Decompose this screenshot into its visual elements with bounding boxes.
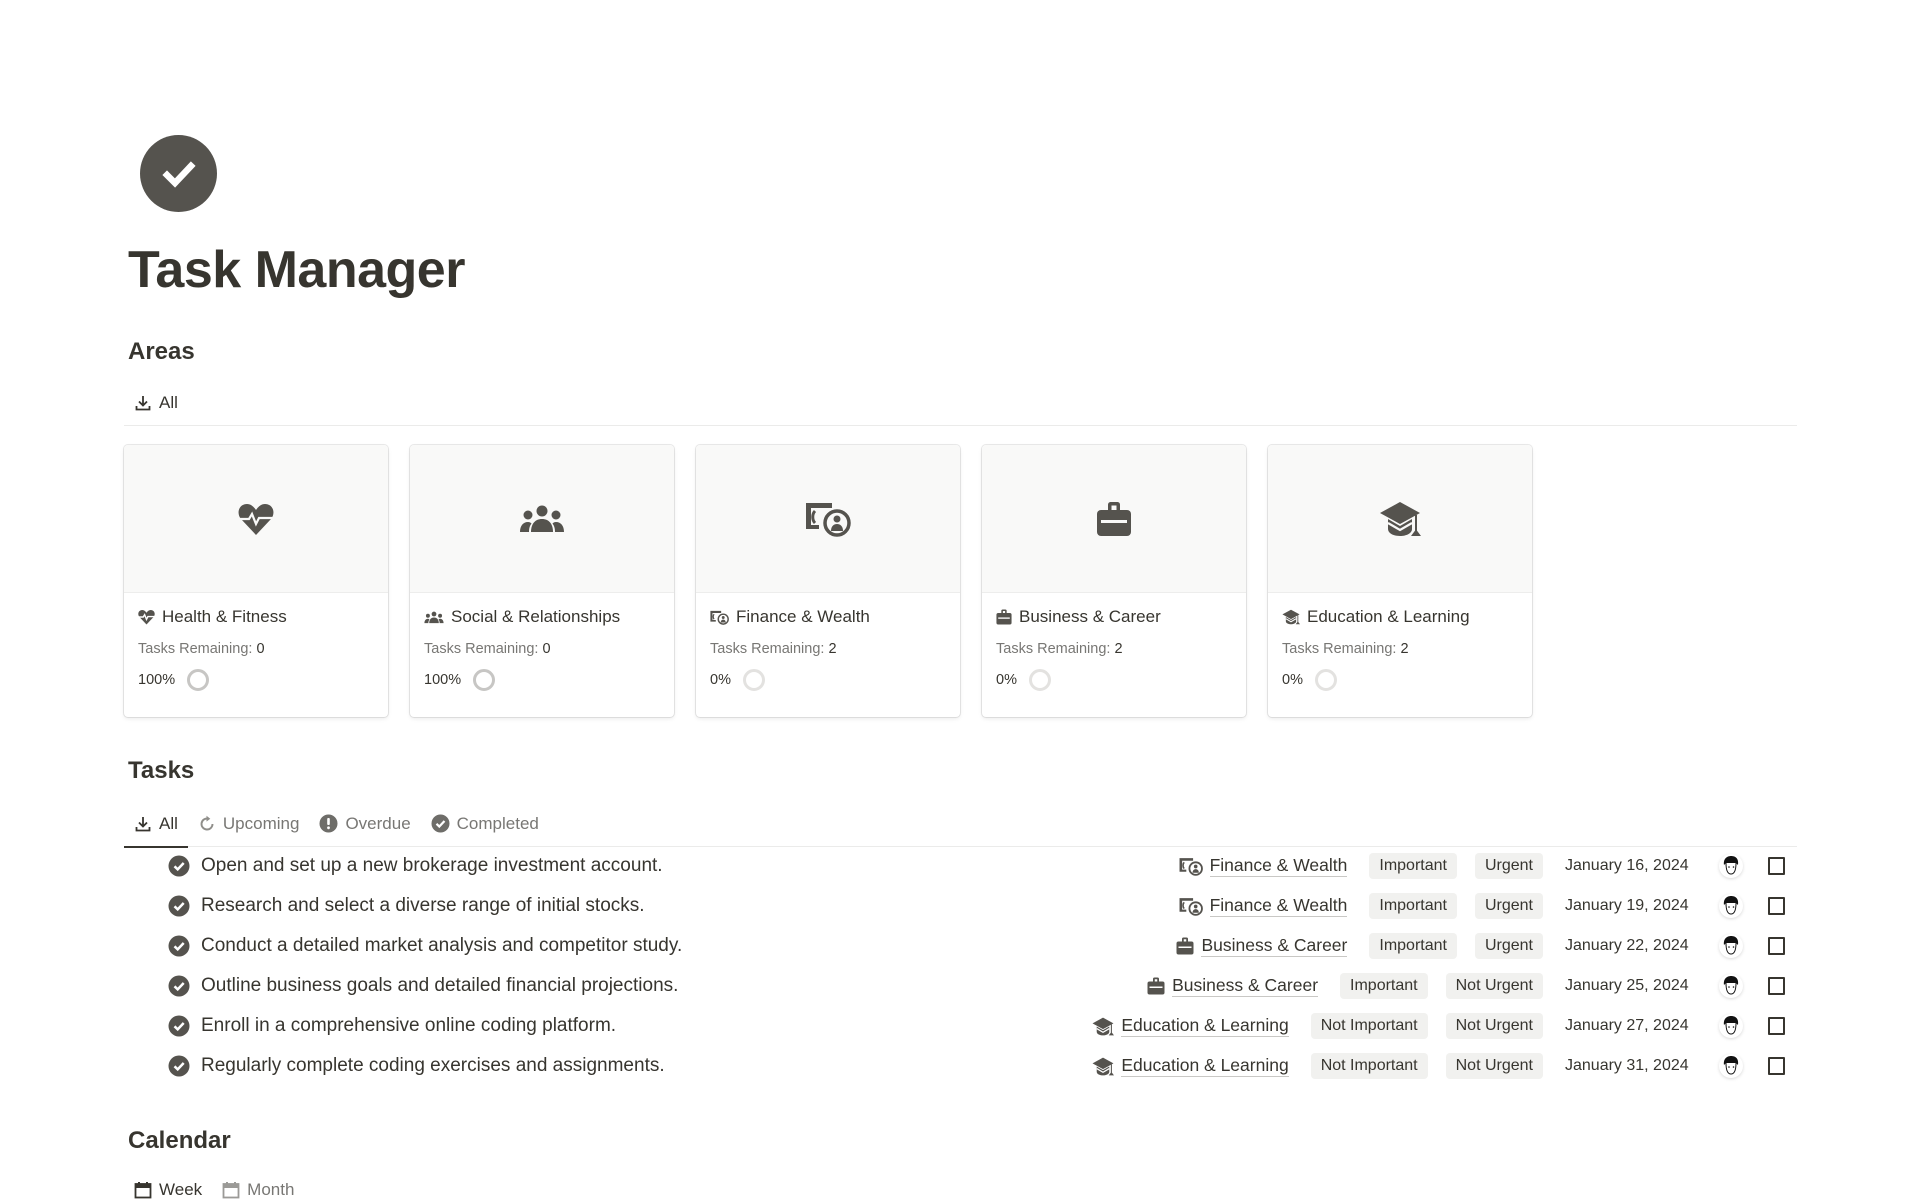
importance-tag: Not Important xyxy=(1311,1053,1428,1079)
task-area-link[interactable] xyxy=(1092,1055,1288,1077)
task-date: January 22, 2024 xyxy=(1565,937,1689,954)
calendar-view-tabs xyxy=(124,1170,304,1199)
areas-tab-all[interactable] xyxy=(124,380,188,426)
tasks-remaining-value: 2 xyxy=(828,641,837,657)
check-circle-icon xyxy=(168,1055,190,1077)
area-card-title: Education & Learning xyxy=(1307,607,1470,626)
graduation-cap-icon xyxy=(1379,501,1421,537)
money-icon xyxy=(805,501,851,537)
urgency-tag: Not Urgent xyxy=(1446,1013,1543,1039)
urgency-tag: Urgent xyxy=(1475,893,1543,919)
card-cover xyxy=(982,445,1246,593)
card-cover xyxy=(696,445,960,593)
area-cards xyxy=(124,445,1532,717)
money-icon xyxy=(1179,857,1203,876)
task-name[interactable]: Outline business goals and detailed financial projections. xyxy=(201,975,679,996)
people-group-icon xyxy=(424,611,444,624)
tasks-tab-overdue[interactable] xyxy=(309,801,420,847)
calendar-icon xyxy=(134,1181,152,1199)
task-area-label: Business & Career xyxy=(1201,935,1348,955)
avatar[interactable] xyxy=(1719,894,1743,918)
tasks-tab-upcoming[interactable] xyxy=(188,801,310,847)
graduation-cap-icon xyxy=(1092,1017,1114,1036)
task-area-label: Education & Learning xyxy=(1121,1015,1289,1035)
importance-tag: Important xyxy=(1369,853,1457,879)
task-done-checkbox[interactable] xyxy=(1768,1057,1785,1075)
progress-ring-icon xyxy=(1315,669,1337,691)
graduation-cap-icon xyxy=(1092,1057,1114,1076)
area-card-title: Health & Fitness xyxy=(162,607,287,626)
progress-percent: 100% xyxy=(424,672,462,688)
areas-view-tabs xyxy=(124,380,1797,426)
importance-tag: Not Important xyxy=(1311,1013,1428,1039)
tasks-tab-completed[interactable] xyxy=(421,801,549,847)
heart-pulse-icon xyxy=(238,502,274,536)
task-area-label: Finance & Wealth xyxy=(1209,895,1348,915)
calendar-tab-month[interactable] xyxy=(212,1167,304,1199)
progress-percent: 0% xyxy=(710,672,731,688)
tasks-remaining-value: 2 xyxy=(1114,641,1123,657)
progress-percent: 0% xyxy=(996,672,1017,688)
card-cover xyxy=(410,445,674,593)
tasks-tab-all[interactable] xyxy=(124,801,188,847)
progress-ring-icon xyxy=(187,669,209,691)
briefcase-icon xyxy=(1096,501,1132,537)
tasks-remaining-label: Tasks Remaining: xyxy=(1282,641,1397,657)
heart-pulse-icon xyxy=(138,609,155,625)
task-row[interactable] xyxy=(124,966,1797,1006)
task-list xyxy=(124,846,1797,1086)
task-name[interactable]: Enroll in a comprehensive online coding platform. xyxy=(201,1015,617,1036)
task-area-label: Finance & Wealth xyxy=(1209,855,1348,875)
money-icon xyxy=(1179,897,1203,916)
urgency-tag: Not Urgent xyxy=(1446,1053,1543,1079)
area-card-title: Social & Relationships xyxy=(451,607,621,626)
area-card-finance-wealth[interactable] xyxy=(696,445,960,717)
calendar-heading: Calendar xyxy=(128,1127,231,1154)
avatar[interactable] xyxy=(1719,974,1743,998)
task-date: January 31, 2024 xyxy=(1565,1057,1689,1074)
task-name[interactable]: Research and select a diverse range of initial stocks. xyxy=(201,895,645,916)
avatar[interactable] xyxy=(1719,1054,1743,1078)
tab-label: Week xyxy=(159,1180,203,1199)
task-area-link[interactable] xyxy=(1092,1015,1288,1037)
people-group-icon xyxy=(519,505,565,533)
tasks-remaining-label: Tasks Remaining: xyxy=(138,641,253,657)
card-cover xyxy=(1268,445,1532,593)
importance-tag: Important xyxy=(1369,933,1457,959)
task-done-checkbox[interactable] xyxy=(1768,1017,1785,1035)
task-row[interactable] xyxy=(124,926,1797,966)
task-row[interactable] xyxy=(124,846,1797,886)
importance-tag: Important xyxy=(1340,973,1428,999)
alert-circle-icon xyxy=(319,814,338,833)
progress-ring-icon xyxy=(1029,669,1051,691)
progress-ring-icon xyxy=(473,669,495,691)
briefcase-icon xyxy=(1176,937,1194,955)
urgency-tag: Not Urgent xyxy=(1446,973,1543,999)
task-area-link[interactable] xyxy=(1147,975,1318,997)
avatar[interactable] xyxy=(1719,934,1743,958)
tasks-remaining-label: Tasks Remaining: xyxy=(424,641,539,657)
money-icon xyxy=(710,610,729,625)
progress-percent: 100% xyxy=(138,672,176,688)
task-date: January 27, 2024 xyxy=(1565,1017,1689,1034)
task-done-checkbox[interactable] xyxy=(1768,897,1785,915)
area-card-education-learning[interactable] xyxy=(1268,445,1532,717)
tasks-view-tabs xyxy=(124,801,1797,847)
tab-label: All xyxy=(159,813,178,833)
urgency-tag: Urgent xyxy=(1475,933,1543,959)
area-card-social-relationships[interactable] xyxy=(410,445,674,717)
check-circle-icon xyxy=(168,1015,190,1037)
tasks-remaining-value: 0 xyxy=(256,641,265,657)
check-circle-icon xyxy=(168,935,190,957)
briefcase-icon xyxy=(1147,977,1165,995)
tab-label: Month xyxy=(247,1180,295,1199)
tasks-remaining-label: Tasks Remaining: xyxy=(996,641,1111,657)
task-area-link[interactable] xyxy=(1179,855,1348,877)
task-name[interactable]: Conduct a detailed market analysis and competitor study. xyxy=(201,935,683,956)
tab-label: Overdue xyxy=(345,813,411,833)
progress-ring-icon xyxy=(743,669,765,691)
task-date: January 25, 2024 xyxy=(1565,977,1689,994)
area-card-title: Business & Career xyxy=(1019,607,1161,626)
tasks-remaining-value: 0 xyxy=(542,641,551,657)
task-done-checkbox[interactable] xyxy=(1768,977,1785,995)
task-area-label: Education & Learning xyxy=(1121,1055,1289,1075)
graduation-cap-icon xyxy=(1282,609,1300,625)
task-date: January 16, 2024 xyxy=(1565,857,1689,874)
tab-label: Upcoming xyxy=(222,813,300,833)
task-name[interactable]: Open and set up a new brokerage investment account. xyxy=(201,855,663,876)
briefcase-icon xyxy=(996,609,1012,625)
area-card-title: Finance & Wealth xyxy=(736,607,870,626)
task-row[interactable] xyxy=(124,1046,1797,1086)
check-circle-icon xyxy=(168,855,190,877)
avatar[interactable] xyxy=(1719,1014,1743,1038)
areas-tab-all-label: All xyxy=(159,392,178,412)
tasks-remaining-value: 2 xyxy=(1400,641,1409,657)
check-circle-icon xyxy=(431,814,450,833)
avatar[interactable] xyxy=(1719,854,1743,878)
task-name[interactable]: Regularly complete coding exercises and assignments. xyxy=(201,1055,665,1076)
task-done-checkbox[interactable] xyxy=(1768,857,1785,875)
area-card-health-fitness[interactable] xyxy=(124,445,388,717)
download-icon xyxy=(134,394,152,412)
areas-heading: Areas xyxy=(128,338,195,365)
check-circle-icon xyxy=(168,895,190,917)
check-circle-icon xyxy=(168,975,190,997)
area-card-business-career[interactable] xyxy=(982,445,1246,717)
task-row[interactable] xyxy=(124,1006,1797,1046)
task-done-checkbox[interactable] xyxy=(1768,937,1785,955)
calendar-icon xyxy=(222,1181,240,1199)
card-cover xyxy=(124,445,388,593)
tab-label: Completed xyxy=(456,813,539,833)
progress-percent: 0% xyxy=(1282,672,1303,688)
importance-tag: Important xyxy=(1369,893,1457,919)
urgency-tag: Urgent xyxy=(1475,853,1543,879)
task-date: January 19, 2024 xyxy=(1565,897,1689,914)
download-icon xyxy=(134,815,152,833)
page-check-circle-icon[interactable] xyxy=(140,135,217,212)
tasks-heading: Tasks xyxy=(128,757,195,784)
task-area-label: Business & Career xyxy=(1172,975,1319,995)
task-area-link[interactable] xyxy=(1179,895,1348,917)
calendar-tab-week[interactable] xyxy=(124,1167,212,1199)
page-title: Task Manager xyxy=(128,241,465,299)
task-row[interactable] xyxy=(124,886,1797,926)
refresh-icon xyxy=(198,815,216,833)
task-area-link[interactable] xyxy=(1176,935,1347,957)
tasks-remaining-label: Tasks Remaining: xyxy=(710,641,825,657)
